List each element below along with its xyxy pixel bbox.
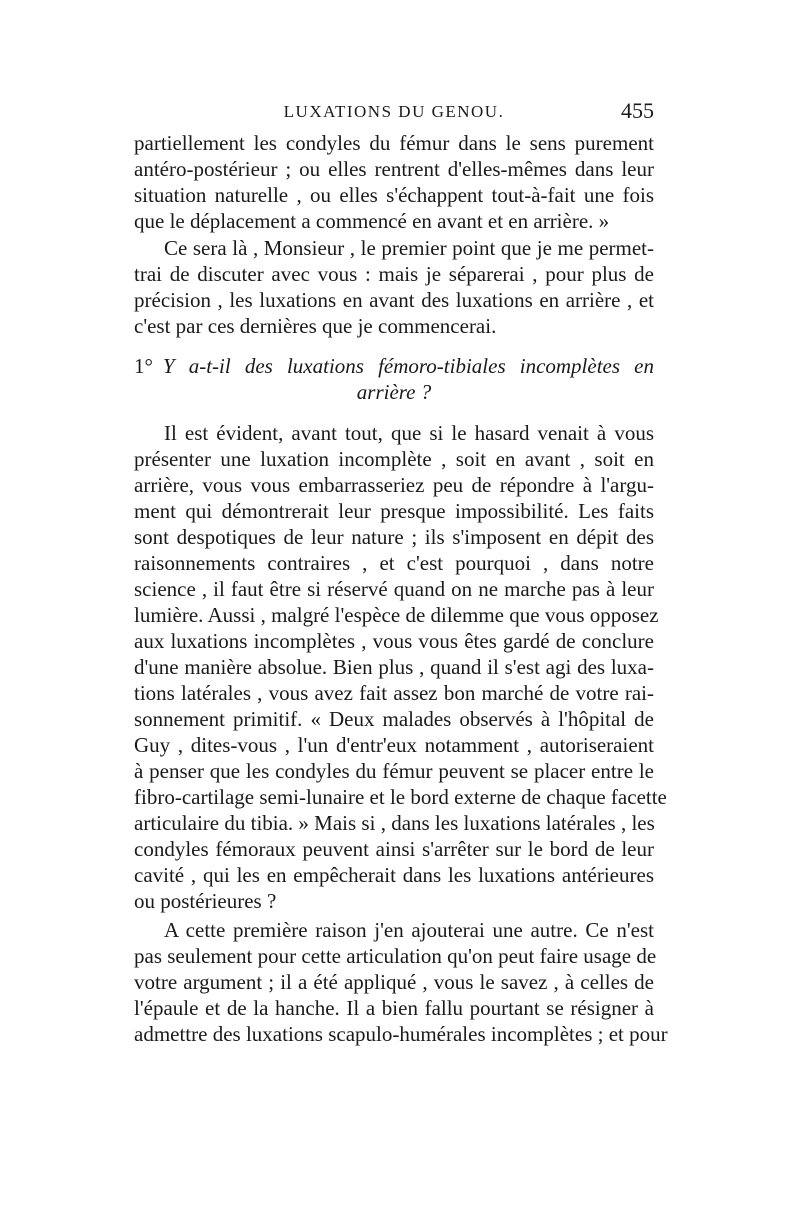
text-line: d'une manière absolue. Bien plus , quand il s'est agi des luxa- <box>134 655 654 679</box>
text-line: situation naturelle , ou elles s'échappent tout-à-fait une fois <box>134 183 654 207</box>
text-line: admettre des luxations scapulo-humérales incomplètes ; et pour <box>134 1022 668 1046</box>
text-line: A cette première raison j'en ajouterai une autre. Ce n'est <box>164 918 654 942</box>
text-line: aux luxations incomplètes , vous vous êtes gardé de conclure <box>134 629 654 653</box>
text-line: sonnement primitif. « Deux malades observés à l'hôpital de <box>134 707 654 731</box>
text-line: antéro-postérieur ; ou elles rentrent d'elles-mêmes dans leur <box>134 157 654 181</box>
text-line: précision , les luxations en avant des luxations en arrière , et <box>134 288 654 312</box>
text-line: votre argument ; il a été appliqué , vous le savez , à celles de <box>134 970 654 994</box>
text-line: arrière, vous vous embarrasseriez peu de répondre à l'argu- <box>134 473 654 497</box>
text-line: raisonnements contraires , et c'est pourquoi , dans notre <box>134 551 654 575</box>
text-line: l'épaule et de la hanche. Il a bien fallu pourtant se résigner à <box>134 996 654 1020</box>
text-line: fibro-cartilage semi-lunaire et le bord externe de chaque facette <box>134 785 667 809</box>
page-number: 455 <box>621 98 654 123</box>
text-line: cavité , qui les en empêcherait dans les luxations antérieures <box>134 863 654 887</box>
text-line: que le déplacement a commencé en avant et en arrière. » <box>134 209 610 233</box>
text-line: tions latérales , vous avez fait assez bon marché de votre rai- <box>134 681 654 705</box>
text-line: Il est évident, avant tout, que si le hasard venait à vous <box>164 421 654 445</box>
text-line: Ce sera là , Monsieur , le premier point que je me permet- <box>164 236 654 260</box>
text-line: présenter une luxation incomplète , soit en avant , soit en <box>134 447 654 471</box>
text-line: c'est par ces dernières que je commencerai. <box>134 314 497 338</box>
heading-number: 1° <box>134 354 153 378</box>
text-line: condyles fémoraux peuvent ainsi s'arrêter sur le bord de leur <box>134 837 654 861</box>
section-heading-cont: arrière ? <box>356 380 432 404</box>
text-line: pas seulement pour cette articulation qu'on peut faire usage de <box>134 944 657 968</box>
text-line: à penser que les condyles du fémur peuvent se placer entre le <box>134 759 654 783</box>
text-line: partiellement les condyles du fémur dans le sens purement <box>134 131 654 155</box>
text-line: sont despotiques de leur nature ; ils s'imposent en dépit des <box>134 525 654 549</box>
text-line: articulaire du tibia. » Mais si , dans les luxations latérales , les <box>134 811 655 835</box>
section-heading <box>134 353 654 379</box>
text-line: trai de discuter avec vous : mais je séparerai , pour plus de <box>134 262 654 286</box>
text-line: ou postérieures ? <box>134 889 277 913</box>
text-line: science , il faut être si réservé quand on ne marche pas à leur <box>134 577 654 601</box>
text-line: Guy , dites-vous , l'un d'entr'eux notamment , autoriseraient <box>134 733 654 757</box>
running-title: LUXATIONS DU GENOU. <box>283 102 505 121</box>
running-head <box>134 98 654 128</box>
text-line: lumière. Aussi , malgré l'espèce de dilemme que vous opposez <box>134 603 659 627</box>
text-line: ment qui démontrerait leur presque impossibilité. Les faits <box>134 499 654 523</box>
heading-text: Y a-t-il des luxations fémoro-tibiales incomplètes en <box>162 354 654 378</box>
